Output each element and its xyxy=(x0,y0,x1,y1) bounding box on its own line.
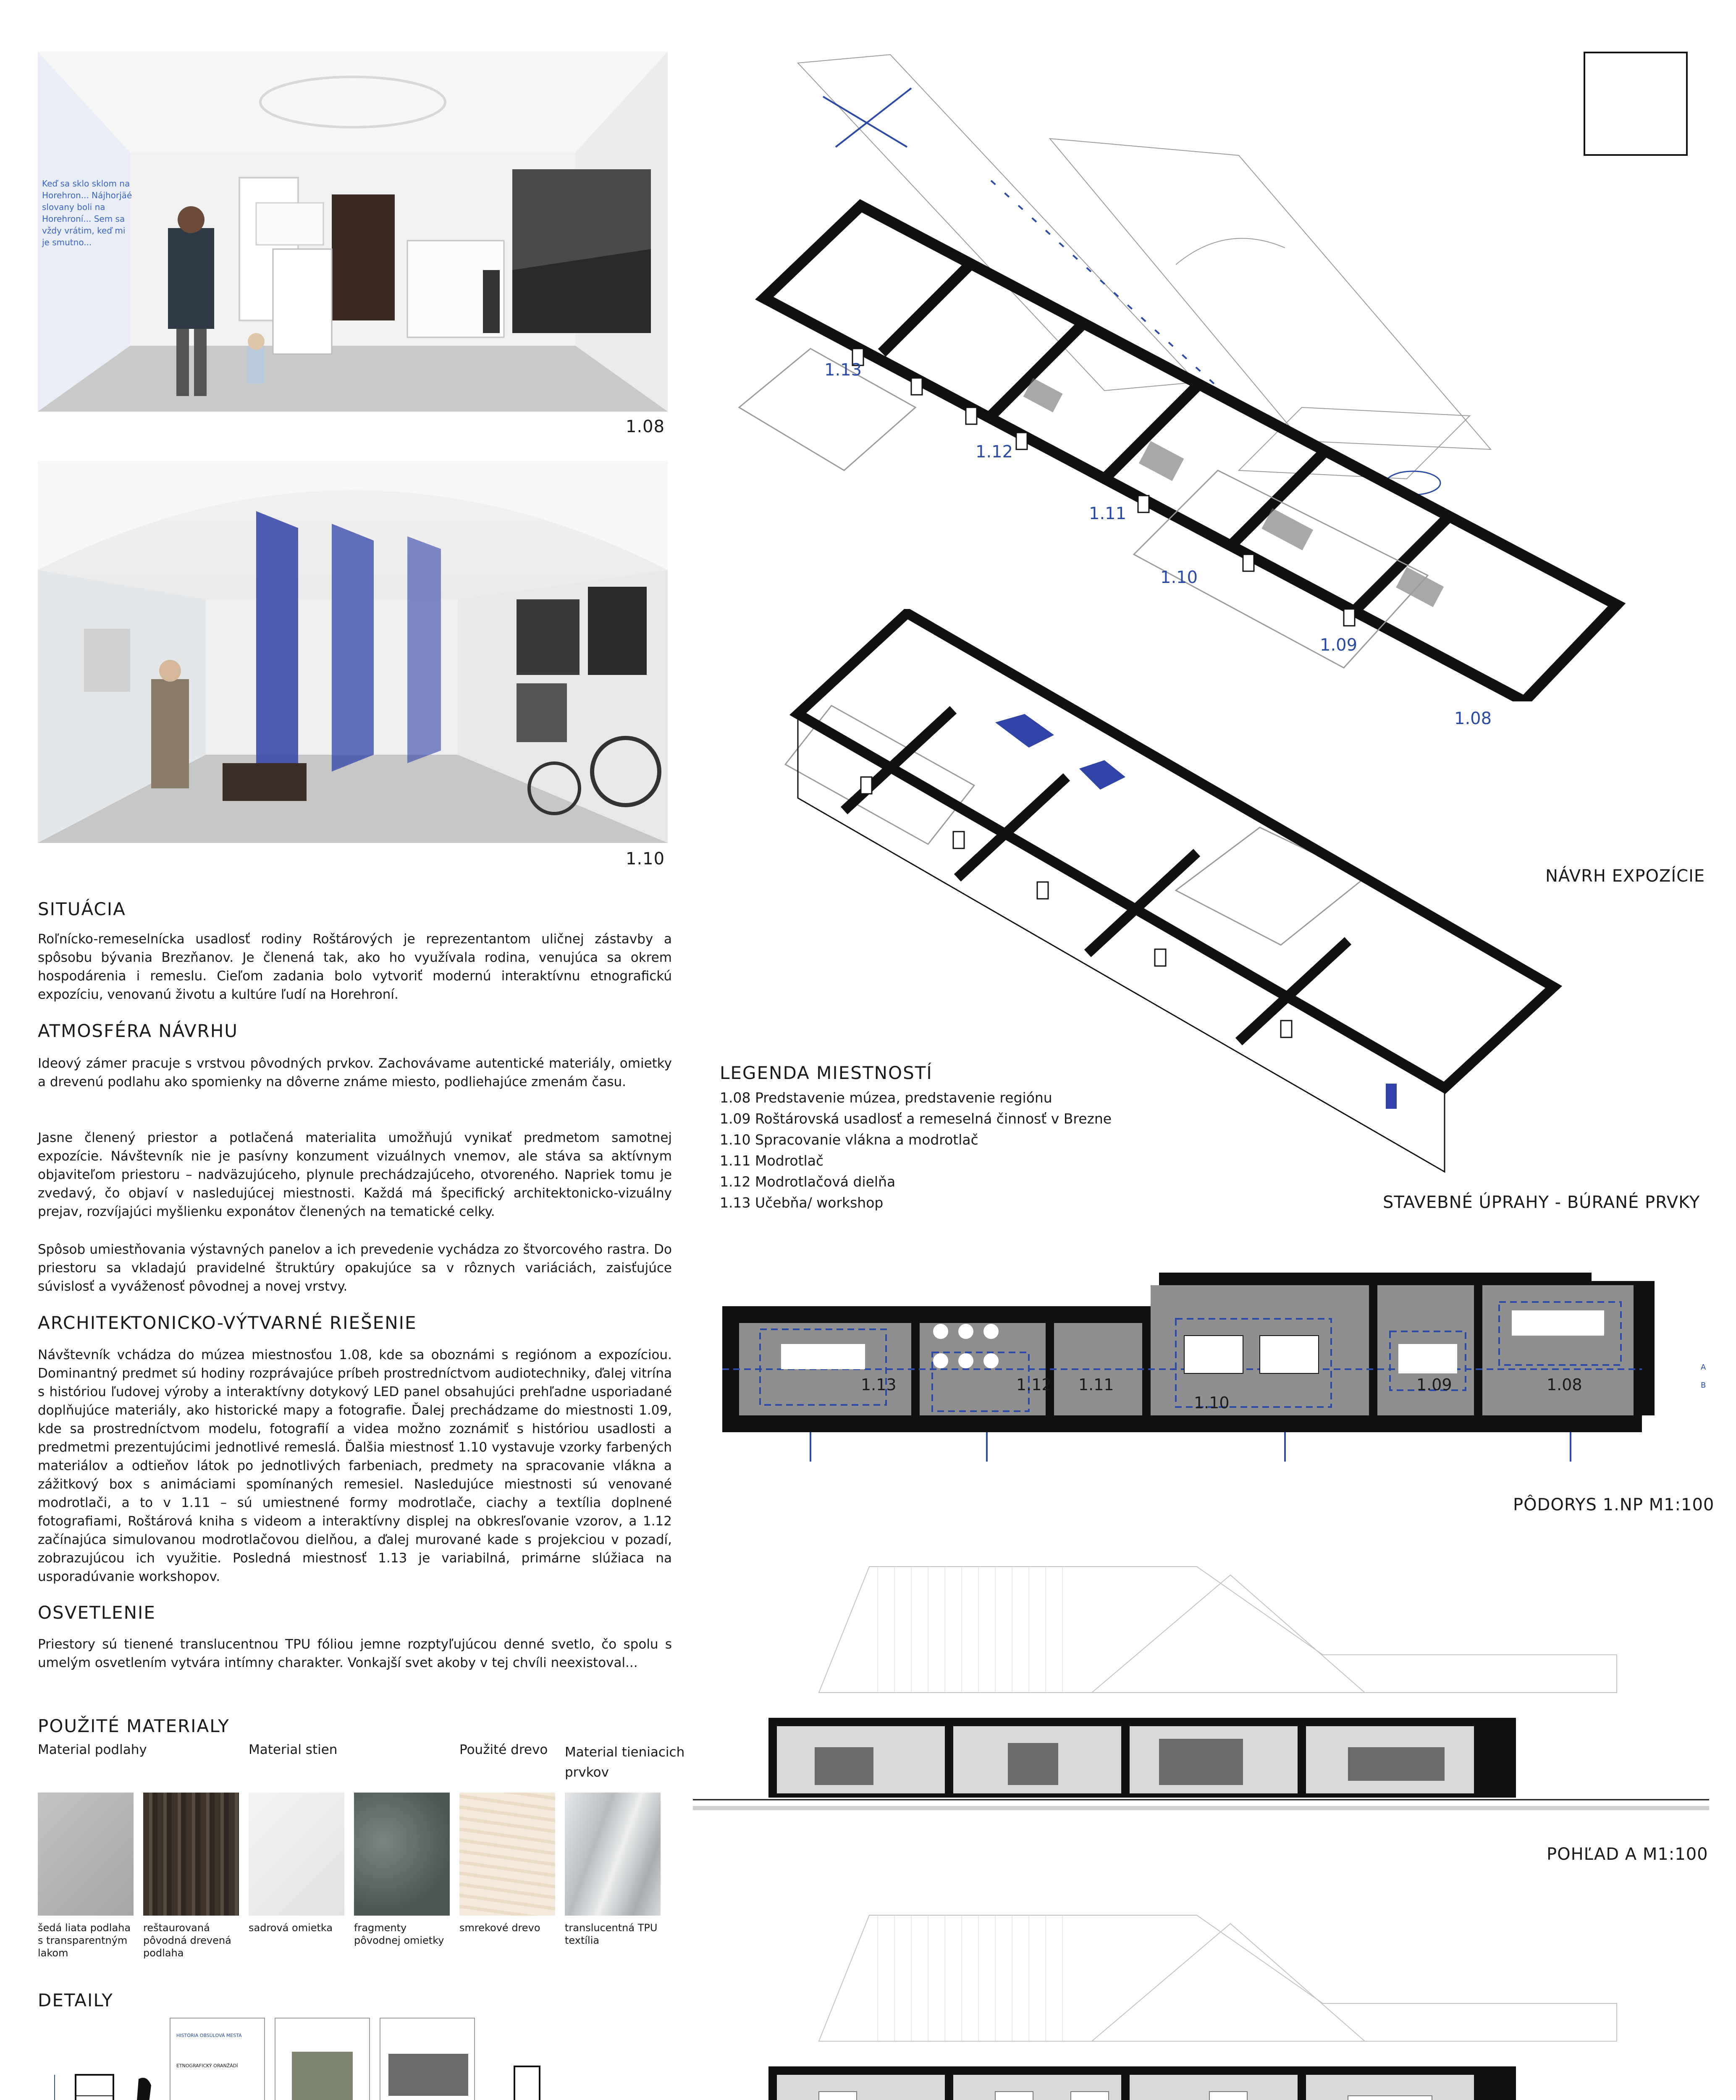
legenda-item-110: 1.10 Spracovanie vlákna a modrotlač xyxy=(720,1131,978,1148)
elevation-a xyxy=(693,1550,1709,1810)
podorys-title: PÔDORYS 1.NP M1:100 xyxy=(1513,1495,1715,1515)
render-room-108 xyxy=(38,52,668,412)
situacia-title: SITUÁCIA xyxy=(38,899,126,919)
mat-cap-1: šedá liata podlaha s transparentným lakom xyxy=(38,1922,131,1959)
render-108-caption: 1.08 xyxy=(626,417,665,436)
axo-label-110: 1.10 xyxy=(1160,568,1198,587)
swatch-poured-floor xyxy=(38,1793,134,1916)
mat-cap-3: sadrová omietka xyxy=(249,1922,333,1934)
plan-label-108: 1.08 xyxy=(1547,1376,1582,1394)
elevation-b xyxy=(693,1898,1709,2100)
architektonicko-text: Návštevník vchádza do múzea miestnosťou 1.08, kde sa oboznámi s regiónom a expozíciou. Dominantný predmet sú hodiny rozprávajúce príbeh prostredníctvom audiotechniky, ďalej vitrína s históriou ľudovej výroby a interaktívny dotykový LED panel obsahujúci prehľadne usporiadané doplňujúce materiály, ako historické mapy a fotografie. Ďalej prechádzame do miestnosti 1.09, kde sa prostredníctvom modelu, fotografií a videa možno zoznámiť s históriou usadlosti a predmetmi prezentujúcimi jednotlivé remeslá. Ďalšia miestnosť 1.10 vystavuje vzorky farbených materiálov a odtieňov látok po jednotlivých farbeniach, predmety na spracovanie vlákna a zážitkový box s animáciami spomínaných remesiel. Nasledujúce miestnosti sú venované modrotlači, a to v 1.11 – sú umiestnené formy modrotlače, ciachy a textília doplnené fotografiami, Roštárová kniha s videom a interaktívny displej na obkresľovanie vzorov, a 1.12 začínajúca simulovanou modrotlačovou dielňou, a ďalej murované kade s projekciou v pozadí, zobrazujúcou ich využitie. Posledná miestnosť 1.13 je variabilná, primárne slúžiaca na usporadúvanie workshopov. xyxy=(38,1347,672,1584)
swatch-tpu-textile xyxy=(565,1793,661,1916)
swatch-plaster xyxy=(249,1793,344,1916)
swatch-wood-floor xyxy=(143,1793,239,1916)
legenda-title: LEGENDA MIESTNOSTÍ xyxy=(720,1063,933,1083)
panel1-sub: ETNOGRAFICKÝ ORANŽÁDÍ xyxy=(176,2063,238,2068)
render-room-110-illustration xyxy=(38,461,668,843)
axo-label-113: 1.13 xyxy=(824,360,862,380)
legenda-item-111: 1.11 Modrotlač xyxy=(720,1152,824,1169)
plan-label-112: 1.12 xyxy=(1016,1376,1052,1394)
render-room-110 xyxy=(38,461,668,843)
osvetlenie-text: Priestory sú tienené translucentnou TPU fóliou jemne rozptyľujúcou denné svetlo, čo spolu s umelým osvetlením vytvára intímny charakter. Vonkajší svet akoby v tej chvíli neexistoval... xyxy=(38,1637,672,1670)
plan-label-113: 1.13 xyxy=(861,1376,897,1394)
details-drawings xyxy=(38,2016,710,2100)
section-mark-a: A xyxy=(1701,1363,1706,1372)
atmosfera-title: ATMOSFÉRA NÁVRHU xyxy=(38,1021,239,1041)
floor-plan-1np xyxy=(714,1264,1730,1462)
render-110-caption: 1.10 xyxy=(626,849,665,869)
architektonicko-title: ARCHITEKTONICKO-VÝTVARNÉ RIEŠENIE xyxy=(38,1312,417,1333)
situacia-text: Roľnícko-remeselnícka usadlosť rodiny Roštárových je reprezentantom uličnej zástavby a spôsobu bývania Brezňanov. Je členená tak, ako ho využívala rodina, venujúca sa okrem hospodárenia i remeslu. Cieľom zadania bolo vytvoriť modernú interaktívnu etnografickú expozíciu, venovanú životu a kultúre ľudí na Horehroní. xyxy=(38,932,672,1002)
swatch-spruce xyxy=(459,1793,555,1916)
axo-label-111: 1.11 xyxy=(1089,504,1127,523)
mat-cap-5: smrekové drevo xyxy=(459,1922,540,1934)
legenda-item-113: 1.13 Učebňa/ workshop xyxy=(720,1194,884,1211)
legenda-item-109: 1.09 Roštárovská usadlosť a remeselná činnosť v Brezne xyxy=(720,1110,1112,1127)
axonometric-exhibition xyxy=(714,29,1701,701)
mat-head-floor: Material podlahy xyxy=(38,1742,147,1757)
osvetlenie-title: OSVETLENIE xyxy=(38,1602,156,1623)
mat-cap-4: fragmenty pôvodnej omietky xyxy=(354,1922,444,1946)
atmosfera-p3: Spôsob umiestňovania výstavných panelov a ich prevedenie vychádza zo štvorcového rastra. Do priestoru sa vkladajú pravidelné štruktúry opakujúce sa v rôznych variáciách, zaisťujúce súvislosť a vyváženosť pôvodnej a novej vrstvy. xyxy=(38,1242,672,1294)
atmosfera-p1: Ideový zámer pracuje s vrstvou pôvodných prvkov. Zachovávame autentické materiály, omietky a drevenú podlahu ako spomienky na dôverne známe miesto, podliehajúce zmenám času. xyxy=(38,1056,672,1089)
legenda-item-108: 1.08 Predstavenie múzea, predstavenie regiónu xyxy=(720,1089,1052,1106)
mat-head-shading: Material tieniacich prvkov xyxy=(565,1745,685,1780)
navrh-expozicie-title: NÁVRH EXPOZÍCIE xyxy=(1545,866,1705,886)
pohlad-a-title: POHĽAD A M1:100 xyxy=(1547,1845,1708,1864)
atmosfera-p2: Jasne členený priestor a potlačená materialita umožňujú vynikať predmetom samotnej expozície. Návštevník nie je pasívny konzument vizuálnych vnemov, ale stáva sa aktívnym objaviteľom priestoru – nadväzujúceho, plynule prechádzajúceho, otvoreného. Napriek tomu je zvedavý, čo objaví v nasledujúcej miestnosti. Každá má špecifický architektonicko-vizuálny prejav, rozvíjajúci myšlienku exponátov členených na tematické celky. xyxy=(38,1130,672,1219)
materials-title: POUŽITÉ MATERIALY xyxy=(38,1716,230,1736)
detaily-title: DETAILY xyxy=(38,1990,113,2011)
stavebne-upravy-title: STAVEBNÉ ÚPRAHY - BÚRANÉ PRVKY xyxy=(1383,1193,1700,1212)
mat-head-walls: Material stien xyxy=(249,1742,338,1757)
axo-label-109: 1.09 xyxy=(1320,635,1358,655)
legenda-item-112: 1.12 Modrotlačová dielňa xyxy=(720,1173,896,1190)
plan-label-110: 1.10 xyxy=(1194,1394,1230,1412)
mat-head-wood: Použité drevo xyxy=(459,1742,548,1757)
mat-cap-6: translucentná TPU textília xyxy=(565,1922,658,1946)
axo-label-108: 1.08 xyxy=(1454,709,1492,728)
section-mark-b: B xyxy=(1701,1381,1706,1390)
plan-label-111: 1.11 xyxy=(1078,1376,1114,1394)
swatch-original-plaster xyxy=(354,1793,450,1916)
render-wall-text: Keď sa sklo sklom na Horehron... Nájhorjäé slovany boli na Horehroní... Sem sa vždy vrátim, keď mi je smutno... xyxy=(42,178,132,247)
panel1-heading: HISTÓRIA OBSÚLOVÁ MESTA xyxy=(176,2033,242,2038)
mat-cap-2: reštaurovaná pôvodná drevená podlaha xyxy=(143,1922,231,1959)
plan-label-109: 1.09 xyxy=(1416,1376,1452,1394)
axo-label-112: 1.12 xyxy=(976,442,1013,462)
